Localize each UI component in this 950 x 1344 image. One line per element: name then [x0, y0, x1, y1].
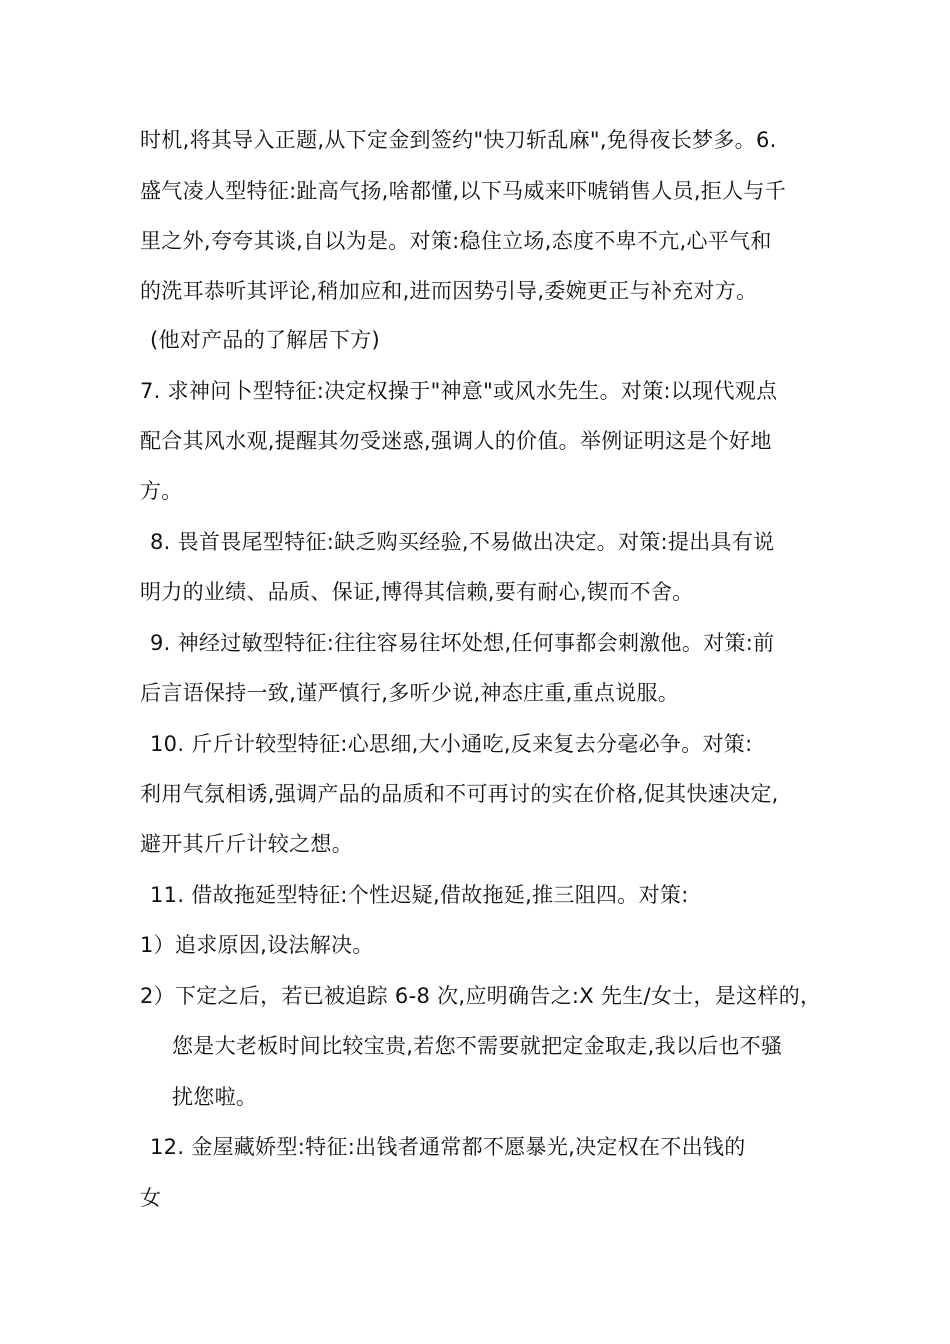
- text-line: 配合其风水观,提醒其勿受迷惑,强调人的价值。举例证明这是个好地: [140, 429, 772, 453]
- text-line: 明力的业绩、品质、保证,博得其信赖,要有耐心,锲而不舍。: [140, 580, 694, 604]
- text-line: (他对产品的了解居下方): [150, 328, 380, 352]
- text-line: 您是大老板时间比较宝贵,若您不需要就把定金取走,我以后也不骚: [172, 1034, 783, 1058]
- text-line: 方。: [140, 479, 183, 503]
- list-item-12: 12. 金屋藏娇型:特征:出钱者通常都不愿暴光,决定权在不出钱的: [150, 1135, 746, 1159]
- list-item-7: 7. 求神问卜型特征:决定权操于"神意"或风水先生。对策:以现代观点: [140, 379, 778, 403]
- text-line: 扰您啦。: [172, 1085, 258, 1109]
- sub-item-2: 2）下定之后，若已被追踪 6-8 次,应明确告之:X 先生/女士，是这样的，: [140, 984, 822, 1008]
- list-item-10: 10. 斤斤计较型特征:心思细,大小通吃,反来复去分毫必争。对策:: [150, 732, 753, 756]
- text-line: 盛气凌人型特征:趾高气扬,啥都懂,以下马威来吓唬销售人员,拒人与千: [140, 179, 786, 203]
- list-item-11: 11. 借故拖延型特征:个性迟疑,借故拖延,推三阻四。对策:: [150, 883, 689, 907]
- text-line: 利用气氛相诱,强调产品的品质和不可再讨的实在价格,促其快速决定,: [140, 782, 779, 806]
- text-line: 后言语保持一致,谨严慎行,多听少说,神态庄重,重点说服。: [140, 681, 680, 705]
- text-line: 里之外,夸夸其谈,自以为是。对策:稳住立场,态度不卑不亢,心平气和: [140, 229, 772, 253]
- text-line: 的洗耳恭听其评论,稍加应和,进而因势引导,委婉更正与补充对方。: [140, 279, 758, 303]
- list-item-8: 8. 畏首畏尾型特征:缺乏购买经验,不易做出决定。对策:提出具有说: [150, 530, 775, 554]
- list-item-9: 9. 神经过敏型特征:往往容易往坏处想,任何事都会刺激他。对策:前: [150, 631, 775, 655]
- sub-item-1: 1）追求原因,设法解决。: [140, 933, 374, 957]
- text-line: 女: [140, 1186, 162, 1210]
- text-line: 时机,将其导入正题,从下定金到签约"快刀斩乱麻",免得夜长梦多。6.: [140, 128, 777, 152]
- text-line: 避开其斤斤计较之想。: [140, 832, 353, 856]
